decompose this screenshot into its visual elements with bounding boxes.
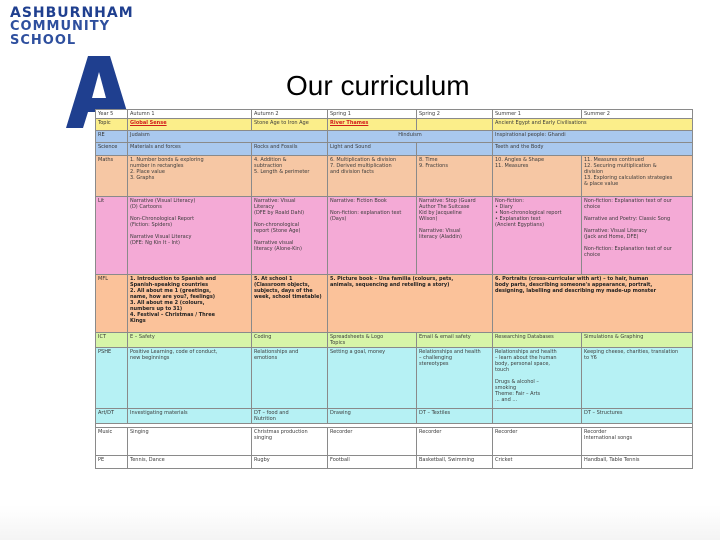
table-row-mfl	[96, 275, 693, 333]
table-cell: Judaism	[128, 131, 328, 143]
school-name-line3: SCHOOL	[10, 33, 77, 48]
table-cell: 10. Angles & Shape 11. Measures	[493, 156, 582, 197]
table-cell	[493, 409, 582, 424]
table-cell: 11. Measures continued 12. Securing multiplication & division 13. Exploring calculation strategies & place value	[582, 156, 693, 197]
table-cell: Light and Sound	[328, 143, 417, 156]
table-cell	[417, 119, 493, 131]
table-cell: Rugby	[252, 456, 328, 469]
table-cell: Positive Learning, code of conduct, new beginnings	[128, 348, 252, 409]
table-row-literacy	[96, 197, 693, 275]
table-cell: Researching Databases	[493, 333, 582, 348]
row-label: Maths	[96, 156, 128, 197]
table-cell: 1. Introduction to Spanish and Spanish-speaking countries 2. All about me 1 (greetings, name, how are you?, feelings) 3. All about me 2 (colours, numbers up to 31) 4. Festival – Christmas / Three Kings	[128, 275, 252, 333]
table-cell: 6. Portraits (cross-curricular with art) – to hair, human body parts, describing someone's appearance, portrait, designing, labelling and describing my made-up monster	[493, 275, 693, 333]
table-cell: Narrative (Visual Literacy) (D) Cartoons Non-Chronological Report (Fiction: Spiders) Narrative Visual Literacy (DFE: Ng Kin It - Int)	[128, 197, 252, 275]
table-cell: Non-fiction: • Diary • Non-chronological report • Explanation text (Ancient Egyptians)	[493, 197, 582, 275]
row-label: MFL	[96, 275, 128, 333]
table-cell: Spreadsheets & Logo Topics	[328, 333, 417, 348]
header-cell: Summer 2	[582, 110, 693, 119]
table-cell: Recorder International songs	[582, 428, 693, 456]
table-cell: Narrative: Stop (Guard Author The Suitcase Kid by Jacqueline Wilson) Narrative: Visual literacy (Aladdin)	[417, 197, 493, 275]
table-row-pe	[96, 456, 693, 469]
table-cell: Email & email safety	[417, 333, 493, 348]
table-row-music	[96, 428, 693, 456]
table-cell: Relationships and health – learn about the human body, personal space, touch Drugs & alcohol – smoking Theme: Fair – Arts ... and ...	[493, 348, 582, 409]
table-cell: Christmas production singing	[252, 428, 328, 456]
table-row-maths	[96, 156, 693, 197]
table-cell: DT – Structures	[582, 409, 693, 424]
table-cell: Relationships and health – challenging stereotypes	[417, 348, 493, 409]
table-cell: Hinduism	[328, 131, 493, 143]
table-cell: Football	[328, 456, 417, 469]
row-label: PE	[96, 456, 128, 469]
table-cell: Narrative: Visual Literacy (DFE by Roald Dahl) Non-chronological report (Stone Age) Narrative visual literacy (Alone-Kin)	[252, 197, 328, 275]
table-cell: 6. Multiplication & division 7. Derived multiplication and division facts	[328, 156, 417, 197]
table-cell: Cricket	[493, 456, 582, 469]
table-cell: Setting a goal, money	[328, 348, 417, 409]
table-cell: Recorder	[417, 428, 493, 456]
table-cell: 5. At school 1 (Classroom objects, subjects, days of the week, school timetable)	[252, 275, 328, 333]
table-cell: Recorder	[493, 428, 582, 456]
table-cell: Ancient Egypt and Early Civilisations	[493, 119, 693, 131]
table-cell: Basketball, Swimming	[417, 456, 493, 469]
table-cell	[417, 143, 493, 156]
table-cell: Recorder	[328, 428, 417, 456]
row-label: Art/DT	[96, 409, 128, 424]
table-cell: Materials and forces	[128, 143, 252, 156]
table-cell: DT – Textiles	[417, 409, 493, 424]
table-cell: DT – food and Nutrition	[252, 409, 328, 424]
table-cell: Keeping cheese, charities, translation to Y6	[582, 348, 693, 409]
table-row-art	[96, 409, 693, 424]
table-header-row	[96, 110, 693, 119]
table-row-topic	[96, 119, 693, 131]
table-cell: Narrative: Fiction Book Non-fiction: explanation text (Days)	[328, 197, 417, 275]
curriculum-table	[95, 109, 693, 469]
header-cell: Summer 1	[493, 110, 582, 119]
table-cell: Teeth and the Body	[493, 143, 693, 156]
table-row-pshe	[96, 348, 693, 409]
table-cell: Stone Age to Iron Age	[252, 119, 328, 131]
table-cell: 5. Picture book – Una familia (colours, pets, animals, sequencing and retelling a story)	[328, 275, 493, 333]
row-label: Music	[96, 428, 128, 456]
row-label: PSHE	[96, 348, 128, 409]
table-cell: E – Safety	[128, 333, 252, 348]
table-cell: Singing	[128, 428, 252, 456]
table-cell: Coding	[252, 333, 328, 348]
table-row-ict	[96, 333, 693, 348]
table-cell: Rocks and Fossils	[252, 143, 328, 156]
table-cell: Tennis, Dance	[128, 456, 252, 469]
header-cell: Autumn 1	[128, 110, 252, 119]
row-label: RE	[96, 131, 128, 143]
header-cell: Autumn 2	[252, 110, 328, 119]
table-cell: Drawing	[328, 409, 417, 424]
row-label: Science	[96, 143, 128, 156]
header-cell: Spring 2	[417, 110, 493, 119]
school-name-line2: COMMUNITY	[10, 19, 111, 34]
row-label: ICT	[96, 333, 128, 348]
table-cell: Inspirational people: Ghandi	[493, 131, 693, 143]
row-label: Lit	[96, 197, 128, 275]
table-cell: 4. Addition & subtraction 5. Length & perimeter	[252, 156, 328, 197]
table-row-re	[96, 131, 693, 143]
table-cell: Relationships and emotions	[252, 348, 328, 409]
school-name-line1: ASHBURNHAM	[10, 5, 134, 21]
slide-footer	[0, 505, 720, 540]
header-cell: Spring 1	[328, 110, 417, 119]
table-cell: Global Sense	[128, 119, 252, 131]
table-row-science	[96, 143, 693, 156]
slide-header	[0, 0, 720, 52]
header-cell: Year 5	[96, 110, 128, 119]
school-logo	[10, 6, 134, 48]
table-cell: 1. Number bonds & exploring number in rectangles 2. Place value 3. Graphs	[128, 156, 252, 197]
table-cell: Non-fiction: Explanation text of our choice Narrative and Poetry: Classic Song Narrative: Visual Literacy (Jack and Home, DFE) Non-fiction: Explanation text of our choice	[582, 197, 693, 275]
table-cell: Investigating materials	[128, 409, 252, 424]
table-cell: River Thames	[328, 119, 417, 131]
table-cell: Handball, Table Tennis	[582, 456, 693, 469]
table-cell: Simulations & Graphing	[582, 333, 693, 348]
table-cell: 8. Time 9. Fractions	[417, 156, 493, 197]
slide-title: Our curriculum	[286, 70, 470, 101]
row-label: Topic	[96, 119, 128, 131]
